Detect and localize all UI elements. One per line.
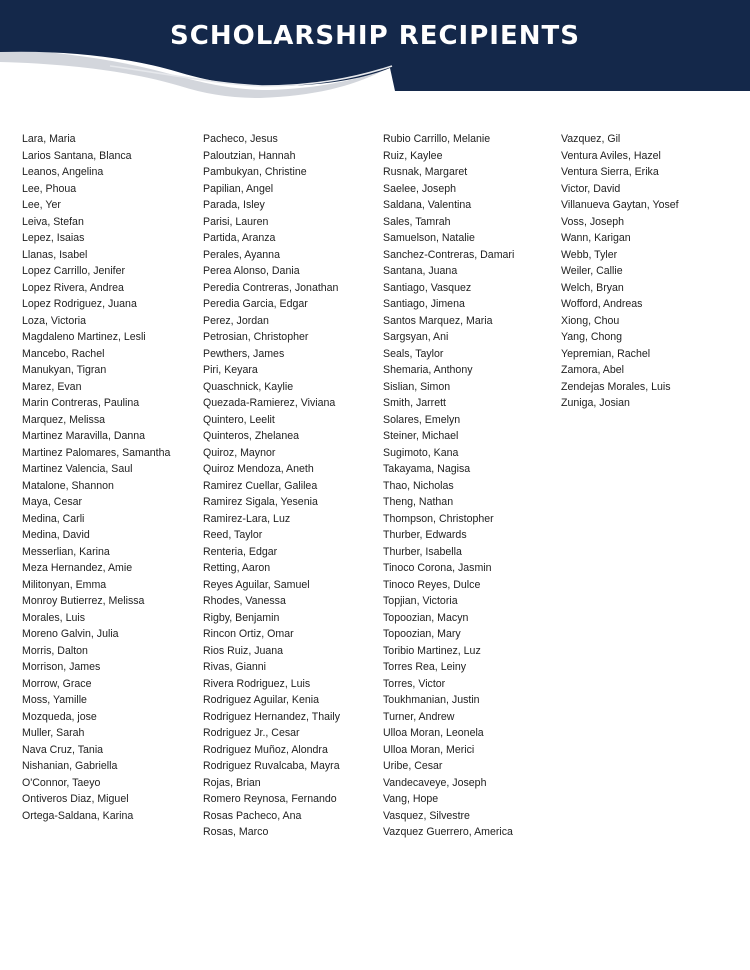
recipient-name: Solares, Emelyn xyxy=(383,413,461,426)
recipient-name: Lopez Rodriguez, Juana xyxy=(22,298,137,310)
recipient-name: Torres Rea, Leiny xyxy=(383,661,467,673)
recipient-name: Smith, Jarrett xyxy=(383,397,446,409)
recipient-name: Morrow, Grace xyxy=(22,677,92,690)
recipient-name: Thurber, Edwards xyxy=(383,529,467,541)
recipient-name: Thompson, Christopher xyxy=(383,512,494,525)
recipient-name: Torres, Victor xyxy=(383,677,446,690)
recipient-name: Toukhmanian, Justin xyxy=(383,694,480,706)
recipient-name: Santiago, Vasquez xyxy=(383,281,472,294)
recipient-name: Muller, Sarah xyxy=(22,727,85,739)
recipient-name: Leanos, Angelina xyxy=(22,166,104,178)
recipient-name: Medina, Carli xyxy=(22,512,85,525)
recipient-name: Quezada-Ramierez, Viviana xyxy=(203,397,336,409)
recipient-name: Morris, Dalton xyxy=(22,644,88,657)
recipient-name: Peredia Garcia, Edgar xyxy=(203,298,308,310)
recipient-name: Nishanian, Gabriella xyxy=(22,760,118,772)
recipient-name: Quintero, Leelit xyxy=(203,413,275,426)
recipient-name: Parada, Isley xyxy=(203,199,265,211)
recipient-name: Manukyan, Tigran xyxy=(22,364,107,376)
recipient-name: Webb, Tyler xyxy=(561,248,618,261)
recipient-name: Weiler, Callie xyxy=(561,265,623,277)
recipient-name: Victor, David xyxy=(561,182,621,195)
recipients-column-1 xyxy=(22,131,170,824)
recipient-name: Ortega-Saldana, Karina xyxy=(22,809,134,822)
recipient-name: Theng, Nathan xyxy=(383,496,454,508)
recipient-name: Lara, Maria xyxy=(22,133,76,145)
recipient-name: Reyes Aguilar, Samuel xyxy=(203,578,310,591)
recipient-name: Loza, Victoria xyxy=(22,314,86,327)
recipient-name: Rhodes, Vanessa xyxy=(203,595,286,607)
recipient-name: Shemaria, Anthony xyxy=(383,364,473,376)
recipient-name: Lepez, Isaias xyxy=(22,232,85,244)
recipient-name: Santiago, Jimena xyxy=(383,298,465,310)
recipient-name: Rivas, Gianni xyxy=(203,661,266,673)
recipient-name: Toribio Martinez, Luz xyxy=(383,644,481,657)
recipient-name: Marquez, Melissa xyxy=(22,413,106,426)
recipient-name: Leiva, Stefan xyxy=(22,215,84,228)
header-banner xyxy=(0,0,750,100)
recipient-name: O'Connor, Taeyo xyxy=(22,776,101,789)
recipient-name: Santana, Juana xyxy=(383,265,458,277)
recipient-name: Partida, Aranza xyxy=(203,232,276,244)
recipient-name: Pambukyan, Christine xyxy=(203,166,307,178)
recipient-name: Wann, Karigan xyxy=(561,232,631,244)
recipient-name: Quiroz, Maynor xyxy=(203,446,276,459)
recipient-name: Morales, Luis xyxy=(22,611,85,624)
recipients-column-2 xyxy=(203,131,340,841)
recipient-name: Retting, Aaron xyxy=(203,562,271,574)
recipients-column-4 xyxy=(561,131,679,412)
recipient-name: Piri, Keyara xyxy=(203,364,258,376)
recipient-name: Quaschnick, Kaylie xyxy=(203,380,294,393)
recipient-name: Mancebo, Rachel xyxy=(22,347,105,360)
recipient-name: Papilian, Angel xyxy=(203,182,274,195)
recipient-name: Matalone, Shannon xyxy=(22,479,114,492)
recipient-name: Ventura Aviles, Hazel xyxy=(561,149,661,162)
recipient-name: Martinez Valencia, Saul xyxy=(22,463,133,475)
recipient-name: Magdaleno Martinez, Lesli xyxy=(22,331,146,343)
recipient-name: Saelee, Joseph xyxy=(383,182,457,195)
recipient-name: Villanueva Gaytan, Yosef xyxy=(561,199,679,211)
recipient-name: Topoozian, Mary xyxy=(383,628,461,640)
recipient-name: Rincon Ortiz, Omar xyxy=(203,628,294,640)
recipient-name: Takayama, Nagisa xyxy=(383,463,471,475)
recipient-name: Ruiz, Kaylee xyxy=(383,149,443,162)
recipient-name: Tinoco Reyes, Dulce xyxy=(383,578,481,591)
recipient-name: Santos Marquez, Maria xyxy=(383,314,493,327)
recipient-name: Xiong, Chou xyxy=(561,314,620,327)
recipient-name: Lee, Yer xyxy=(22,199,61,211)
recipient-name: Vang, Hope xyxy=(383,793,439,805)
recipient-name: Morrison, James xyxy=(22,661,101,673)
recipient-name: Marin Contreras, Paulina xyxy=(22,397,140,409)
recipient-name: Voss, Joseph xyxy=(561,215,625,228)
recipient-name: Ulloa Moran, Merici xyxy=(383,743,475,756)
recipient-name: Rodriguez Aguilar, Kenia xyxy=(203,694,320,706)
recipient-name: Martinez Palomares, Samantha xyxy=(22,446,171,459)
recipient-name: Rosas Pacheco, Ana xyxy=(203,809,302,822)
recipient-name: Quiroz Mendoza, Aneth xyxy=(203,463,314,475)
recipient-name: Steiner, Michael xyxy=(383,430,459,442)
recipient-name: Renteria, Edgar xyxy=(203,545,278,558)
recipient-name: Tinoco Corona, Jasmin xyxy=(383,562,492,574)
recipient-name: Rubio Carrillo, Melanie xyxy=(383,133,491,145)
recipient-name: Rios Ruiz, Juana xyxy=(203,644,284,657)
recipient-name: Moreno Galvin, Julia xyxy=(22,628,119,640)
recipient-name: Maya, Cesar xyxy=(22,496,83,508)
recipient-name: Monroy Butierrez, Melissa xyxy=(22,595,145,607)
recipient-name: Vazquez, Gil xyxy=(561,133,621,145)
recipient-name: Martinez Maravilla, Danna xyxy=(22,430,146,442)
recipient-name: Messerlian, Karina xyxy=(22,545,110,558)
recipient-name: Mozqueda, jose xyxy=(22,710,97,723)
recipient-name: Sanchez-Contreras, Damari xyxy=(383,248,515,261)
recipient-name: Llanas, Isabel xyxy=(22,248,88,261)
recipient-name: Lopez Carrillo, Jenifer xyxy=(22,265,126,277)
recipient-name: Lee, Phoua xyxy=(22,182,77,195)
recipient-name: Rosas, Marco xyxy=(203,826,269,838)
recipient-name: Zamora, Abel xyxy=(561,364,625,376)
recipient-name: Lopez Rivera, Andrea xyxy=(22,281,124,294)
recipient-name: Marez, Evan xyxy=(22,380,82,393)
recipient-name: Sales, Tamrah xyxy=(383,215,451,228)
recipient-name: Rusnak, Margaret xyxy=(383,166,468,178)
recipient-name: Yang, Chong xyxy=(561,331,623,343)
recipient-name: Zendejas Morales, Luis xyxy=(561,380,671,393)
recipient-name: Thurber, Isabella xyxy=(383,545,462,558)
recipient-name: Turner, Andrew xyxy=(383,710,455,723)
recipient-name: Ramirez Sigala, Yesenia xyxy=(203,496,318,508)
recipient-name: Sugimoto, Kana xyxy=(383,446,459,459)
recipient-name: Vasquez, Silvestre xyxy=(383,809,470,822)
recipient-name: Meza Hernandez, Amie xyxy=(22,562,133,574)
recipient-name: Vandecaveye, Joseph xyxy=(383,776,487,789)
recipient-name: Pewthers, James xyxy=(203,347,285,360)
recipient-name: Militonyan, Emma xyxy=(22,578,107,591)
page-title: SCHOLARSHIP RECIPIENTS xyxy=(170,21,580,51)
recipient-name: Vazquez Guerrero, America xyxy=(383,826,513,838)
recipient-name: Seals, Taylor xyxy=(383,347,444,360)
recipient-name: Paloutzian, Hannah xyxy=(203,149,296,162)
recipient-name: Zuniga, Josian xyxy=(561,397,630,409)
recipient-name: Rodriguez Muñoz, Alondra xyxy=(203,743,328,756)
recipient-name: Rodriguez Jr., Cesar xyxy=(203,727,300,739)
recipient-name: Moss, Yamille xyxy=(22,694,87,706)
recipient-name: Ontiveros Diaz, Miguel xyxy=(22,793,129,805)
recipient-name: Parisi, Lauren xyxy=(203,215,269,228)
recipients-column-3 xyxy=(383,131,514,841)
recipient-name: Peredia Contreras, Jonathan xyxy=(203,281,339,294)
recipient-name: Thao, Nicholas xyxy=(383,479,454,492)
recipient-name: Ventura Sierra, Erika xyxy=(561,166,659,178)
recipient-name: Rivera Rodriguez, Luis xyxy=(203,677,311,690)
recipient-name: Welch, Bryan xyxy=(561,281,624,294)
recipient-name: Reed, Taylor xyxy=(203,529,263,541)
recipient-name: Romero Reynosa, Fernando xyxy=(203,793,337,805)
recipient-name: Rodriguez Ruvalcaba, Mayra xyxy=(203,760,340,772)
recipient-name: Perales, Ayanna xyxy=(203,248,280,261)
recipient-name: Rodriguez Hernandez, Thaily xyxy=(203,710,341,723)
recipient-name: Topoozian, Macyn xyxy=(383,611,469,624)
recipient-name: Medina, David xyxy=(22,529,90,541)
recipient-name: Topjian, Victoria xyxy=(383,595,458,607)
recipient-name: Perea Alonso, Dania xyxy=(203,265,300,277)
recipient-name: Wofford, Andreas xyxy=(561,298,643,310)
recipient-name: Yepremian, Rachel xyxy=(561,347,651,360)
recipient-name: Quinteros, Zhelanea xyxy=(203,430,299,442)
recipient-name: Pacheco, Jesus xyxy=(203,133,278,145)
recipient-name: Ramirez Cuellar, Galilea xyxy=(203,479,318,492)
recipient-name: Perez, Jordan xyxy=(203,314,269,327)
recipient-name: Samuelson, Natalie xyxy=(383,232,475,244)
recipient-name: Rigby, Benjamin xyxy=(203,611,280,624)
recipient-name: Petrosian, Christopher xyxy=(203,331,309,343)
recipient-name: Sislian, Simon xyxy=(383,380,451,393)
recipient-name: Ulloa Moran, Leonela xyxy=(383,727,484,739)
recipient-name: Saldana, Valentina xyxy=(383,199,472,211)
recipient-name: Uribe, Cesar xyxy=(383,760,443,772)
recipient-name: Sargsyan, Ani xyxy=(383,331,449,343)
recipient-name: Ramirez-Lara, Luz xyxy=(203,512,291,525)
recipient-name: Nava Cruz, Tania xyxy=(22,743,104,756)
recipient-name: Rojas, Brian xyxy=(203,776,261,789)
recipient-name: Larios Santana, Blanca xyxy=(22,149,132,162)
